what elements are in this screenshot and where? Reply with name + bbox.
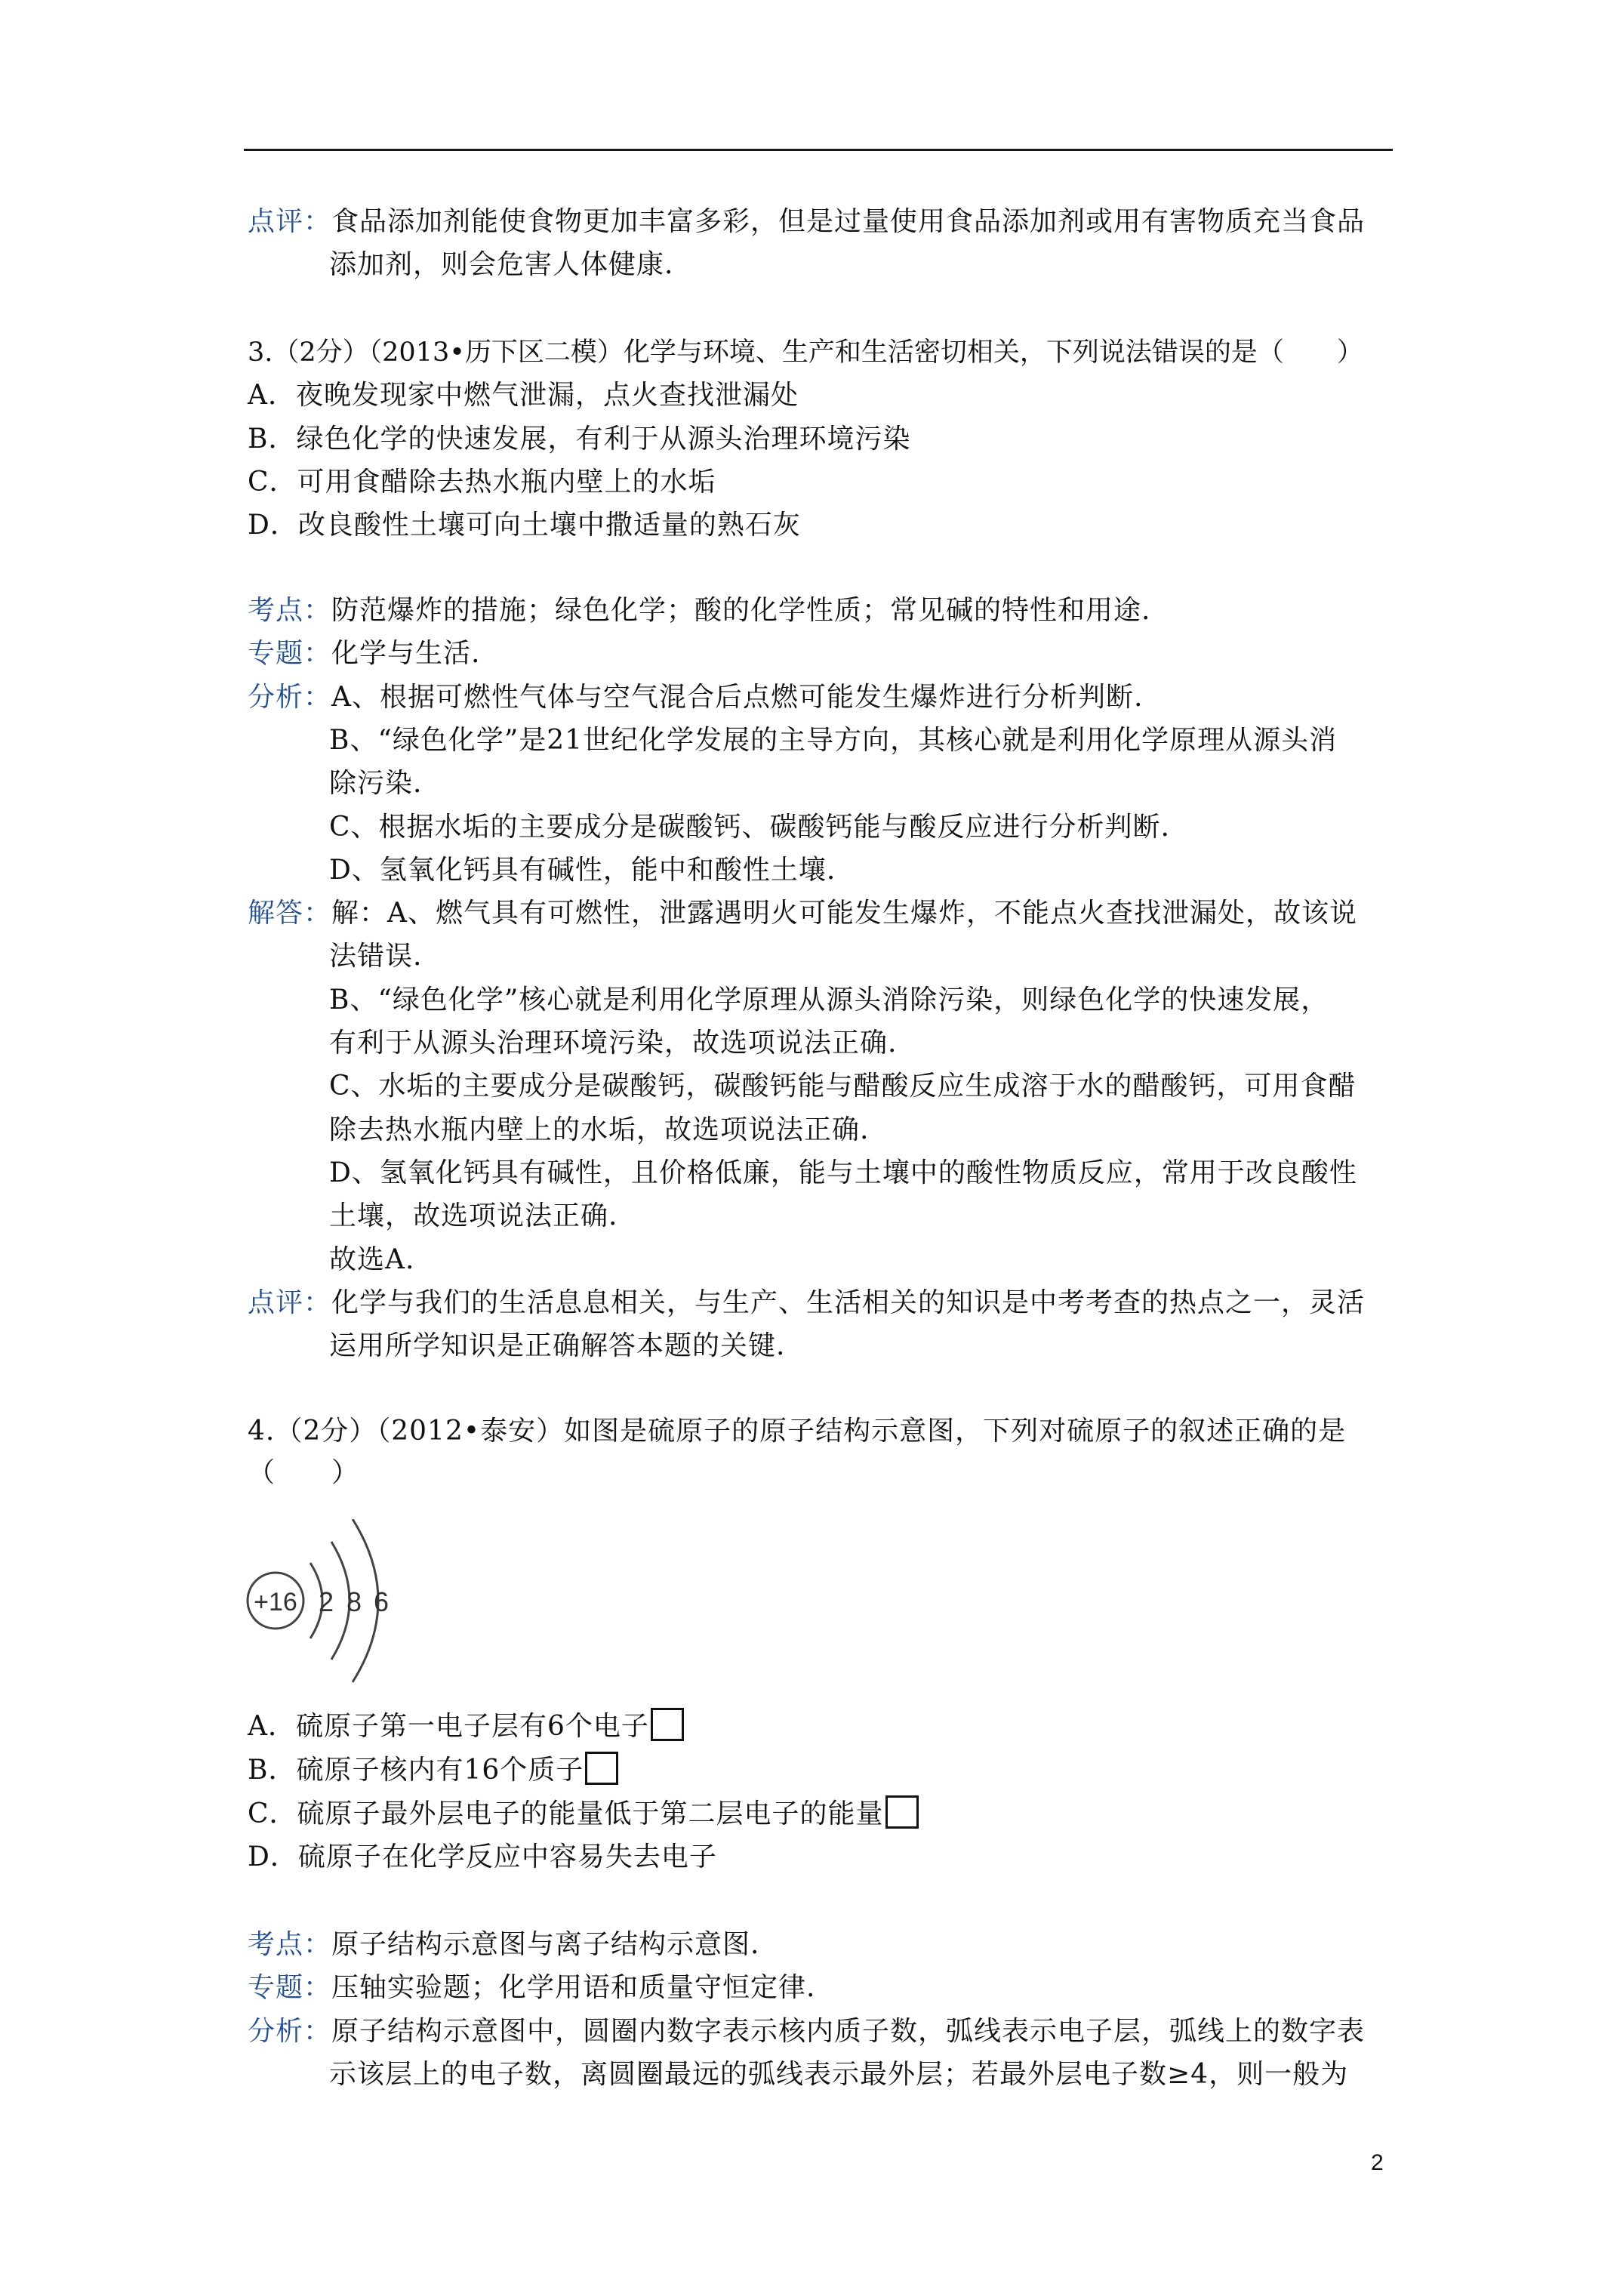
fenxi-label: 分析： <box>248 2016 332 2047</box>
q3-dianping-line-2: 运用所学知识是正确解答本题的关键. <box>329 1330 786 1361</box>
q4-option-b: B．硫原子核内有16个质子 <box>248 1752 618 1788</box>
q4-fenxi-line-2: 示该层上的电子数，离圆圈最远的弧线表示最外层；若最外层电子数≥4，则一般为 <box>329 2059 1349 2090</box>
q3-fenxi-line-4: C、根据水垢的主要成分是碳酸钙、碳酸钙能与酸反应进行分析判断. <box>329 812 1170 843</box>
q4-stem-line-1: 4.（2分）（2012•泰安）如图是硫原子的原子结构示意图，下列对硫原子的叙述正确的是 <box>248 1416 1347 1447</box>
zhuanti-label: 专题： <box>248 638 332 669</box>
nucleus-charge: +16 <box>254 1588 297 1616</box>
q3-kaodian: 考点：防范爆炸的措施；绿色化学；酸的化学性质；常见碱的特性和用途. <box>248 595 1151 626</box>
q4-kaodian: 考点：原子结构示意图与离子结构示意图. <box>248 1929 760 1960</box>
answer-box <box>885 1795 919 1829</box>
q4-option-a: A．硫原子第一电子层有6个电子 <box>248 1708 684 1744</box>
page-number: 2 <box>1371 2150 1384 2175</box>
q2-comment-line-2: 添加剂，则会危害人体健康. <box>329 249 674 280</box>
sulfur-atom-structure-diagram <box>245 1519 411 1685</box>
q3-jieda-line-2: 法错误. <box>329 941 423 972</box>
q3-dianping-line-1: 点评：化学与我们的生活息息相关，与生产、生活相关的知识是中考考查的热点之一，灵活 <box>248 1287 1366 1318</box>
answer-box <box>651 1708 684 1741</box>
q3-fenxi-line-1: 分析：A、根据可燃性气体与空气混合后点燃可能发生爆炸进行分析判断. <box>248 682 1144 713</box>
q3-jieda-line-3: B、“绿色化学”核心就是利用化学原理从源头消除污染，则绿色化学的快速发展， <box>329 985 1329 1015</box>
q3-jieda-line-1: 解答：解：A、燃气具有可燃性，泄露遇明火可能发生爆炸，不能点火查找泄漏处，故该说 <box>248 898 1358 929</box>
q3-jieda-line-5: C、水垢的主要成分是碳酸钙，碳酸钙能与醋酸反应生成溶于水的醋酸钙，可用食醋 <box>329 1071 1357 1102</box>
q3-option-d: D．改良酸性土壤可向土壤中撒适量的熟石灰 <box>248 510 801 541</box>
q4-zhuanti: 专题：压轴实验题；化学用语和质量守恒定律. <box>248 1972 816 2003</box>
q3-stem: 3.（2分）（2013•历下区二模）化学与环境、生产和生活密切相关，下列说法错误的是（ ） <box>248 337 1363 368</box>
shell-3-electrons: 6 <box>373 1586 390 1617</box>
q3-jieda-line-4: 有利于从源头治理环境污染，故选项说法正确. <box>329 1028 898 1059</box>
q3-fenxi-line-2: B、“绿色化学”是21世纪化学发展的主导方向，其核心就是利用化学原理从源头消 <box>329 725 1338 756</box>
q4-stem-line-2: （ ） <box>248 1457 360 1488</box>
q4-option-c: C．硫原子最外层电子的能量低于第二层电子的能量 <box>248 1795 919 1832</box>
q4-option-d: D．硫原子在化学反应中容易失去电子 <box>248 1841 717 1872</box>
q2-comment-line-1: 点评：食品添加剂能使食物更加丰富多彩，但是过量使用食品添加剂或用有害物质充当食品 <box>248 206 1366 237</box>
q3-zhuanti: 专题：化学与生活. <box>248 638 481 669</box>
answer-box <box>585 1752 618 1785</box>
shell-2-electrons: 8 <box>346 1586 362 1617</box>
comment-label: 点评： <box>248 206 332 237</box>
q3-fenxi-line-3: 除污染. <box>329 768 423 799</box>
q3-jieda-line-6: 除去热水瓶内壁上的水垢，故选项说法正确. <box>329 1114 870 1145</box>
dianping-label: 点评： <box>248 1287 332 1318</box>
jieda-label: 解答： <box>248 898 332 929</box>
q3-jieda-line-9: 故选A. <box>329 1244 415 1275</box>
q3-jieda-line-8: 土壤，故选项说法正确. <box>329 1200 618 1231</box>
zhuanti-label: 专题： <box>248 1972 332 2003</box>
q3-fenxi-line-5: D、氢氧化钙具有碱性，能中和酸性土壤. <box>329 855 836 886</box>
kaodian-label: 考点： <box>248 1929 332 1960</box>
q4-fenxi-line-1: 分析：原子结构示意图中，圆圈内数字表示核内质子数，弧线表示电子层，弧线上的数字表 <box>248 2016 1366 2047</box>
q3-option-b: B．绿色化学的快速发展，有利于从源头治理环境污染 <box>248 424 911 455</box>
kaodian-label: 考点： <box>248 595 332 626</box>
q3-option-a: A．夜晚发现家中燃气泄漏，点火查找泄漏处 <box>248 380 799 411</box>
q3-option-c: C．可用食醋除去热水瓶内壁上的水垢 <box>248 467 716 498</box>
header-rule <box>244 149 1393 151</box>
q3-jieda-line-7: D、氢氧化钙具有碱性，且价格低廉，能与土壤中的酸性物质反应，常用于改良酸性 <box>329 1157 1357 1188</box>
shell-1-electrons: 2 <box>318 1586 334 1617</box>
fenxi-label: 分析： <box>248 682 332 713</box>
